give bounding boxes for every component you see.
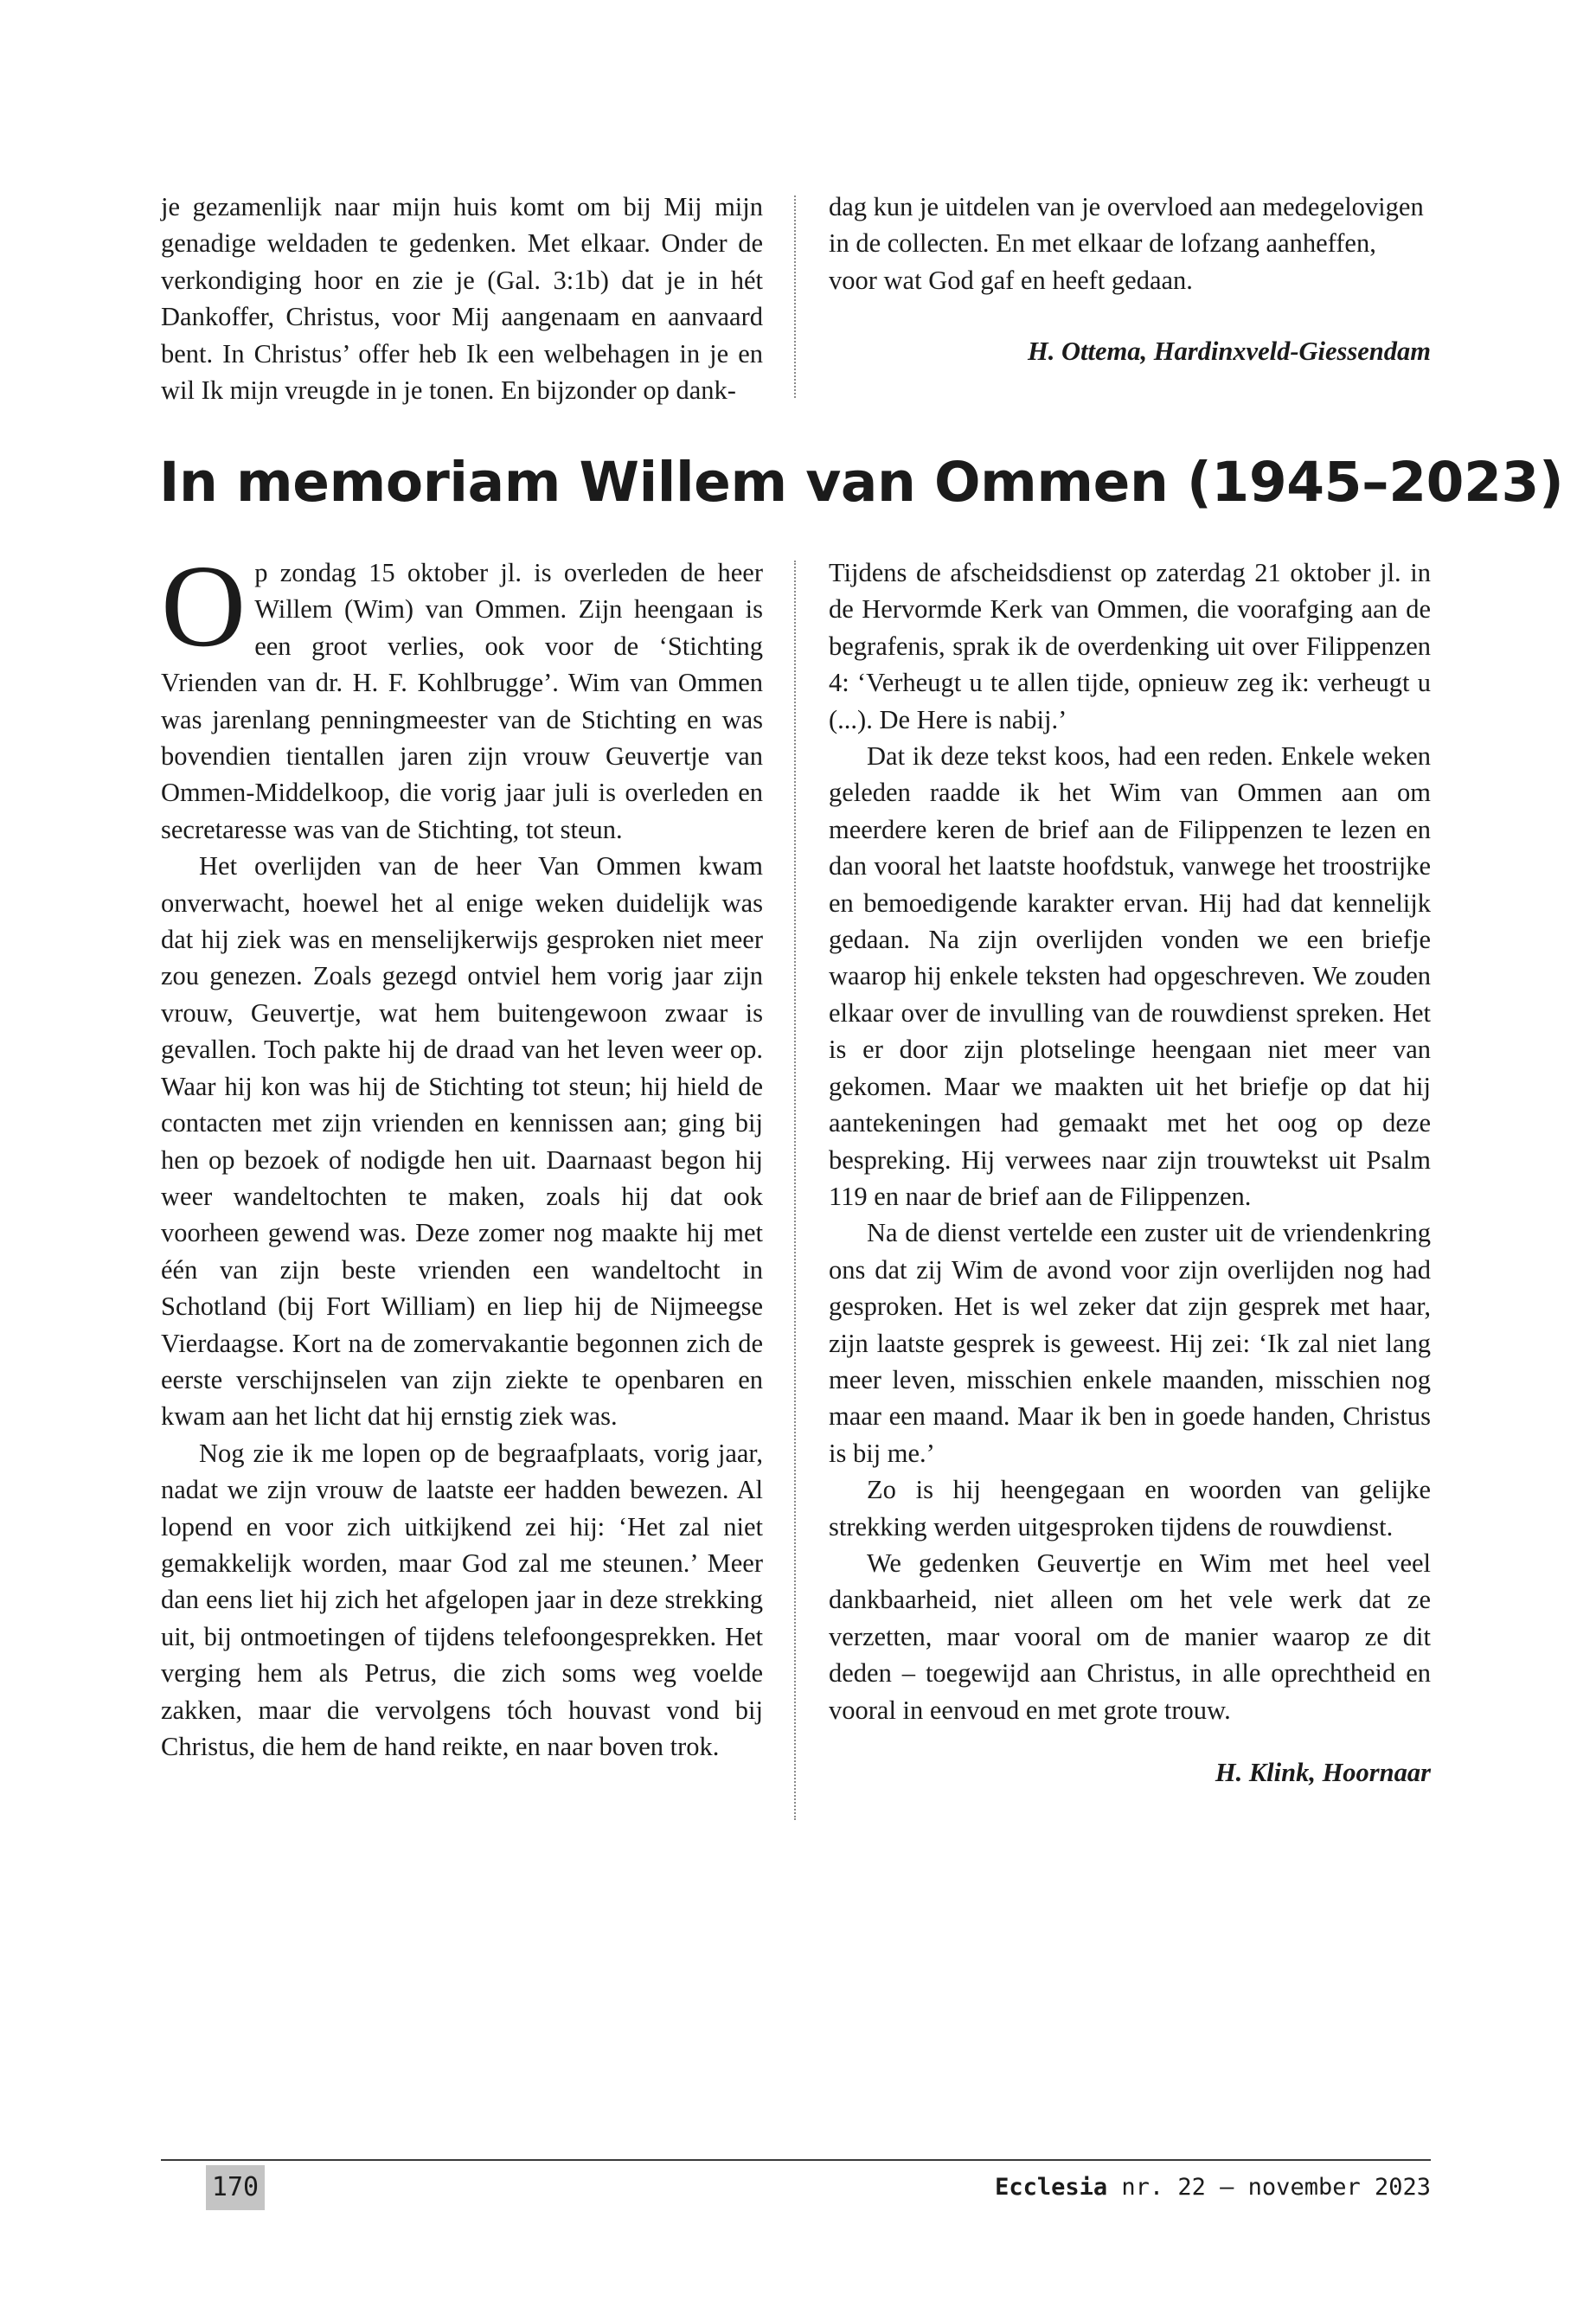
- article-paragraph: Dat ik deze tekst koos, had een reden. Enkele weken geleden raadde ik het Wim van Ommen aan om meerdere keren de brief aan de Filippenzen te lezen en dan vooral het laatste hoofdstuk, vanwege het troostrijke en bemoedigende karakter ervan. Hij had dat kennelijk gedaan. Na zijn overlijden vonden we een briefje waarop hij enkele teksten had opgeschreven. We zouden elkaar over de invulling van de rouwdienst spreken. Het is er door zijn plotselinge heengaan niet meer van gekomen. Maar we maakten uit het briefje op dat hij aantekeningen had gemaakt met het oog op deze bespreking. Hij verwees naar zijn trouwtekst uit Psalm 119 en naar de brief aan de Filippenzen.: [829, 741, 1431, 1211]
- issue-info: nr. 22 – november 2023: [1121, 2174, 1431, 2201]
- article-left-column: [161, 542, 763, 1765]
- article-paragraph: Zo is hij heengegaan en woorden van gelijke strekking werden uitgesproken tijdens de rouwdienst.: [829, 1475, 1431, 1541]
- article-paragraph: We gedenken Geuvertje en Wim met heel veel dankbaarheid, niet alleen om het vele werk dat ze verzetten, maar vooral om de manier waarop ze dit deden – toegewijd aan Christus, in alle oprechtheid en vooral in eenvoud en met grote trouw.: [829, 1548, 1431, 1725]
- top-right-text: dag kun je uitdelen van je overvloed aan medegelovigen in de collecten. En met elkaar de lofzang aanheffen, voor wat God gaf en heeft gedaan.: [829, 192, 1424, 295]
- article-paragraph: [161, 542, 763, 848]
- article-title: In memoriam Willem van Ommen (1945–2023): [159, 451, 1564, 514]
- article-paragraph: Tijdens de afscheidsdienst op zaterdag 21 oktober jl. in de Hervormde Kerk van Ommen, die voorafging aan de begrafenis, sprak ik de overdenking uit over Filippenzen 4: ‘Verheugt u te allen tijde, opnieuw zeg ik: verheugt u (...). De Here is nabij.’: [829, 558, 1431, 734]
- article-column-divider: [794, 561, 796, 1820]
- article-paragraph: Het overlijden van de heer Van Ommen kwam onverwacht, hoewel het al enige weken duidelijk was dat hij ziek was en menselijkerwijs gesproken niet meer zou genezen. Zoals gezegd ontviel hem vorig jaar zijn vrouw, Geuvertje, wat hem buitengewoon zwaar is gevallen. Toch pakte hij de draad van het leven weer op. Waar hij kon was hij de Stichting tot steun; hij hield de contacten met zijn vrienden en kennissen aan; ging bij hen op bezoek of nodigde hen uit. Daarnaast begon hij weer wandeltochten te maken, zoals hij dat ook voorheen gewend was. Deze zomer nog maakte hij met één van zijn beste vrienden een wandeltocht in Schotland (bij Fort William) en liep hij de Nijmeegse Vierdaagse. Kort na de zomervakantie begonnen zich de eerste verschijnselen van zijn ziekte te openbaren en kwam aan het licht dat hij ernstig ziek was.: [161, 851, 763, 1432]
- article-signature: H. Klink, Hoornaar: [1215, 1758, 1431, 1787]
- top-left-column: [161, 189, 763, 408]
- article-right-column: [829, 554, 1431, 1791]
- footer-publication: [995, 2169, 1431, 2207]
- top-signature: H. Ottema, Hardinxveld-Giessendam: [1028, 336, 1431, 367]
- drop-cap: O: [161, 542, 247, 671]
- footer-rule: [161, 2159, 1431, 2161]
- article-paragraph: Nog zie ik me lopen op de begraafplaats, vorig jaar, nadat we zijn vrouw de laatste eer hadden bewezen. Al lopend en voor zich uitkijkend zei hij: ‘Het zal niet gemakkelijk worden, maar God zal me steunen.’ Meer dan eens liet hij zich het afgelopen jaar in deze strekking uit, bij ontmoetingen of tijdens telefoongesprekken. Het verging hem als Petrus, die zich soms weg voelde zakken, maar die vervolgens tóch houvast vond bij Christus, die hem de hand reikte, en naar boven trok.: [161, 1438, 763, 1761]
- article-paragraph: Na de dienst vertelde een zuster uit de vriendenkring ons dat zij Wim de avond voor zijn overlijden nog had gesproken. Het is wel zeker dat zijn gesprek met haar, zijn laatste gesprek is geweest. Hij zei: ‘Ik zal niet lang meer leven, misschien enkele maanden, misschien nog maar een maand. Maar ik ben in goede handen, Christus is bij me.’: [829, 1218, 1431, 1468]
- magazine-name: Ecclesia: [995, 2174, 1108, 2201]
- page-number: 170: [206, 2165, 265, 2210]
- top-right-column: [829, 189, 1431, 370]
- top-column-divider: [794, 195, 796, 398]
- article-paragraph-text: p zondag 15 oktober jl. is overleden de heer Willem (Wim) van Ommen. Zijn heengaan is een groot verlies, ook voor de ‘Stichting Vrienden van dr. H. F. Kohlbrugge’. Wim van Ommen was jarenlang penningmeester van de Stichting en was bovendien tientallen jaren zijn vrouw Geuvertje van Ommen-Middelkoop, die vorig jaar juli is overleden en secretaresse was van de Stichting, tot steun.: [161, 558, 763, 844]
- top-left-text: je gezamenlijk naar mijn huis komt om bij Mij mijn genadige weldaden te gedenken. Met elkaar. Onder de verkondiging hoor en zie je (Gal. 3:1b) dat je in hét Dankoffer, Christus, voor Mij aangenaam en aanvaard bent. In Christus’ offer heb Ik een welbehagen in je en wil Ik mijn vreugde in je tonen. En bijzonder op dank-: [161, 192, 763, 406]
